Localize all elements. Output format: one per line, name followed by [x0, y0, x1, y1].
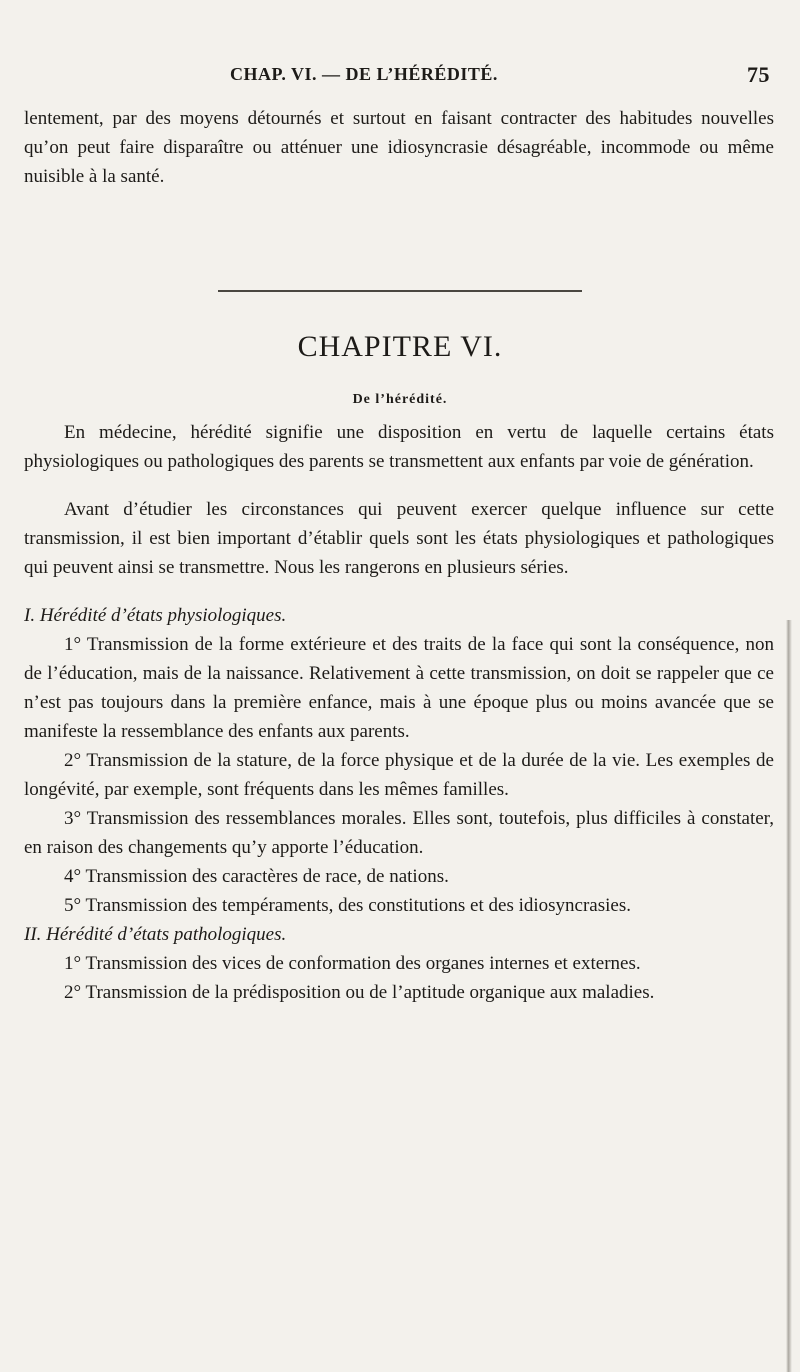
page-edge-shadow — [786, 620, 792, 1372]
chapter-body — [24, 418, 774, 1007]
intro-paragraph-1: En médecine, hérédité signifie une disposition en vertu de laquelle certains états physiologiques ou pathologiques des parents se transmettent aux enfants par voie de génération. — [24, 422, 774, 472]
page-header — [230, 62, 800, 92]
top-paragraph-text: lentement, par des moyens détournés et surtout en faisant contracter des habitudes nouvelles qu’on peut faire disparaître ou atténuer une idiosyncrasie désagréable, incommode ou même nuisible à la santé. — [24, 108, 774, 187]
page-number: 75 — [747, 62, 770, 87]
chapter-title: CHAPITRE VI. — [297, 330, 503, 363]
section-2-item: 2° Transmission de la prédisposition ou de l’aptitude organique aux maladies. — [64, 982, 655, 1003]
section-1-item: 3° Transmission des ressemblances morales. Elles sont, toutefois, plus difficiles à constater, en raison des changements qu’y apporte l’éducation. — [24, 808, 774, 858]
section-1-item: 4° Transmission des caractères de race, de nations. — [64, 866, 449, 887]
section-1-item: 1° Transmission de la forme extérieure et des traits de la face qui sont la conséquence, non de l’éducation, mais de la naissance. Relativement à cette transmission, on doit se rappeler que ce n’est pas toujours dans la première enfance, mais à une époque plus ou moins avancée que se manifeste la ressemblance des enfants aux parents. — [24, 634, 774, 742]
section-2-item: 1° Transmission des vices de conformation des organes internes et externes. — [64, 953, 641, 974]
section-heading-2: II. Hérédité d’états pathologiques. — [24, 924, 287, 945]
section-1-item: 5° Transmission des tempéraments, des constitutions et des idiosyncrasies. — [64, 895, 631, 916]
intro-paragraph-2: Avant d’étudier les circonstances qui peuvent exercer quelque influence sur cette transmission, il est bien important d’établir quels sont les états physiologiques et pathologiques qui peuvent ainsi se transmettre. Nous les rangerons en plusieurs séries. — [24, 499, 774, 578]
running-head: CHAP. VI. — DE L’HÉRÉDITÉ. — [230, 64, 498, 84]
section-1-item: 2° Transmission de la stature, de la force physique et de la durée de la vie. Les exemples de longévité, par exemple, sont fréquents dans les mêmes familles. — [24, 750, 774, 800]
chapter-subtitle: De l’hérédité. — [352, 392, 448, 407]
chapter-divider — [218, 290, 582, 292]
top-paragraph — [24, 104, 774, 191]
section-heading-1: I. Hérédité d’états physiologiques. — [24, 605, 287, 626]
